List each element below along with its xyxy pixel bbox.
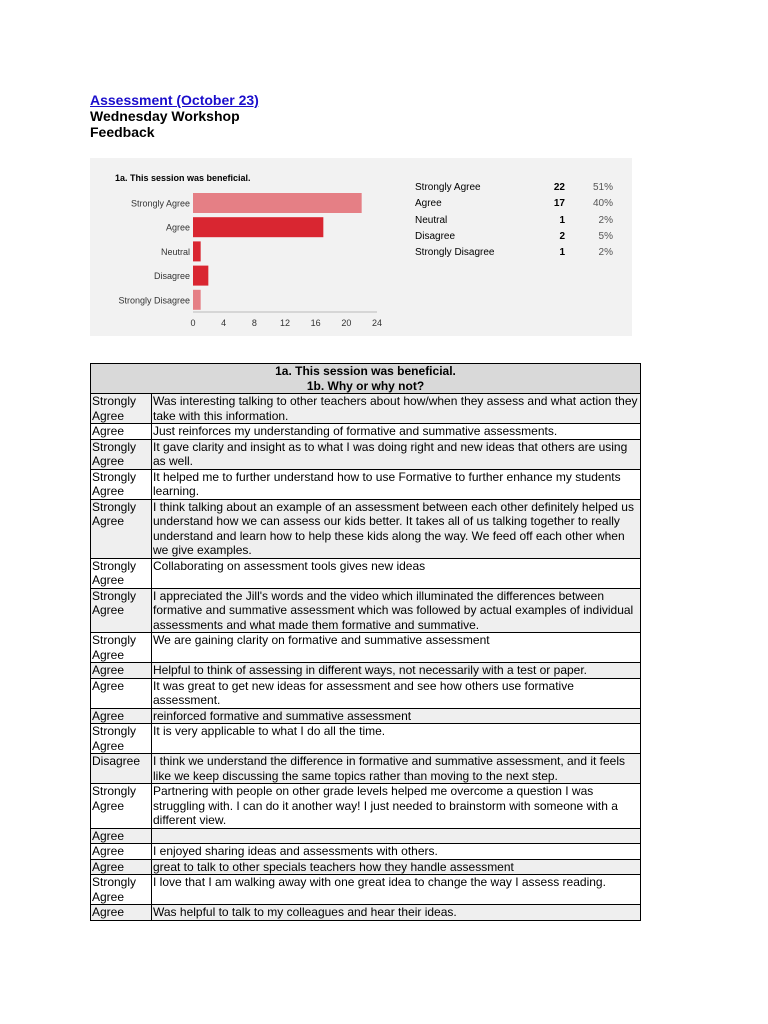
table-row — [91, 905, 641, 921]
stat-percent: 5% — [598, 230, 613, 242]
x-tick-label: 4 — [221, 318, 227, 328]
comment-cell: I love that I am walking away with one great idea to change the way I assess reading. — [152, 875, 641, 905]
comment-cell — [152, 828, 641, 844]
table-row — [91, 859, 641, 875]
rating-cell: Agree — [91, 708, 152, 724]
stat-count: 1 — [559, 247, 565, 259]
stat-row — [415, 198, 615, 214]
table-header-line-1: 1a. This session was beneficial. — [275, 364, 456, 378]
stat-percent: 40% — [592, 198, 613, 210]
title-line-2: Feedback — [90, 124, 155, 140]
table-row — [91, 844, 641, 860]
comment-cell: Collaborating on assessment tools gives new ideas — [152, 558, 641, 588]
rating-cell: Agree — [91, 828, 152, 844]
table-row — [91, 708, 641, 724]
rating-cell: Strongly Agree — [91, 633, 152, 663]
comment-cell: I think we understand the difference in formative and summative assessment, and it feels like we keep discussing the same topics rather than moving to the next step. — [152, 754, 641, 784]
assessment-link[interactable]: Assessment (October 23) — [90, 92, 259, 108]
rating-cell: Strongly Agree — [91, 724, 152, 754]
comment-cell: great to talk to other specials teachers how they handle assessment — [152, 859, 641, 875]
comment-cell: Was helpful to talk to my colleagues and hear their ideas. — [152, 905, 641, 921]
results-chart — [90, 158, 632, 336]
rating-cell: Agree — [91, 844, 152, 860]
stat-percent: 51% — [592, 182, 613, 193]
comment-cell: Just reinforces my understanding of formative and summative assessments. — [152, 424, 641, 440]
comment-cell: We are gaining clarity on formative and summative assessment — [152, 633, 641, 663]
table-header-line-2: 1b. Why or why not? — [306, 378, 425, 393]
table-row — [91, 439, 641, 469]
chart-title: 1a. This session was beneficial. — [115, 173, 251, 183]
category-label: Strongly Disagree — [118, 295, 190, 306]
title-line-1: Wednesday Workshop — [90, 108, 240, 124]
bar-strongly-disagree — [193, 290, 201, 310]
table-row — [91, 424, 641, 440]
stat-label: Agree — [415, 198, 442, 210]
comment-cell: I enjoyed sharing ideas and assessments with others. — [152, 844, 641, 860]
category-label: Agree — [165, 222, 190, 233]
stat-count: 17 — [553, 198, 565, 210]
table-row — [91, 558, 641, 588]
comment-cell: Helpful to think of assessing in different ways, not necessarily with a test or paper. — [152, 663, 641, 679]
comment-cell: I think talking about an example of an assessment between each other definitely helped us understand how we can assess our kids better. It takes all of us talking together to really understand and learn how to help these kids along the way. We feed off each other when we give examples. — [152, 499, 641, 558]
category-label: Neutral — [160, 246, 190, 257]
bar-agree — [193, 217, 323, 237]
table-row — [91, 663, 641, 679]
stat-label: Disagree — [415, 230, 456, 242]
feedback-table — [90, 363, 641, 921]
x-tick-label: 8 — [251, 318, 257, 328]
rating-cell: Strongly Agree — [91, 784, 152, 829]
stat-label: Neutral — [415, 214, 448, 226]
rating-cell: Disagree — [91, 754, 152, 784]
comment-cell: reinforced formative and summative assessment — [152, 708, 641, 724]
stat-label: Strongly Disagree — [415, 247, 495, 259]
page-title — [90, 108, 240, 140]
table-row — [91, 394, 641, 424]
table-row — [91, 678, 641, 708]
rating-cell: Agree — [91, 905, 152, 921]
bar-neutral — [193, 241, 201, 261]
x-tick-label: 12 — [279, 318, 291, 328]
table-row — [91, 499, 641, 558]
bar-chart — [90, 158, 390, 336]
table-row — [91, 588, 641, 633]
table-row — [91, 828, 641, 844]
table-row — [91, 875, 641, 905]
rating-cell: Agree — [91, 663, 152, 679]
x-tick-label: 20 — [341, 318, 352, 328]
stat-label: Strongly Agree — [415, 182, 481, 193]
comment-cell: It gave clarity and insight as to what I was doing right and new ideas that others are using as well. — [152, 439, 641, 469]
stat-row — [415, 247, 615, 263]
comment-cell: I appreciated the Jill's words and the video which illuminated the differences between formative and summative assessment which was followed by actual examples of individual assessments and what made them formative and summative. — [152, 588, 641, 633]
comment-cell: It helped me to further understand how to use Formative to further enhance my students learning. — [152, 469, 641, 499]
rating-cell: Agree — [91, 678, 152, 708]
stat-row — [415, 182, 615, 198]
table-row — [91, 784, 641, 829]
rating-cell: Strongly Agree — [91, 439, 152, 469]
rating-cell: Strongly Agree — [91, 588, 152, 633]
stat-count: 1 — [559, 214, 565, 226]
table-row — [91, 633, 641, 663]
rating-cell: Strongly Agree — [91, 469, 152, 499]
rating-cell: Agree — [91, 859, 152, 875]
table-row — [91, 724, 641, 754]
stat-percent: 2% — [598, 214, 613, 226]
x-tick-label: 24 — [371, 318, 383, 328]
rating-cell: Strongly Agree — [91, 394, 152, 424]
table-header — [91, 364, 641, 394]
comment-cell: Was interesting talking to other teachers about how/when they assess and what action they take with this information. — [152, 394, 641, 424]
rating-cell: Strongly Agree — [91, 558, 152, 588]
category-label: Disagree — [153, 271, 190, 282]
x-tick-label: 16 — [310, 318, 321, 328]
category-label: Strongly Agree — [130, 198, 190, 209]
bar-disagree — [193, 266, 208, 286]
x-tick-label: 0 — [190, 318, 196, 328]
stat-row — [415, 215, 615, 231]
table-row — [91, 754, 641, 784]
bar-strongly-agree — [193, 193, 362, 213]
rating-cell: Strongly Agree — [91, 499, 152, 558]
results-summary — [415, 182, 615, 263]
comment-cell: Partnering with people on other grade levels helped me overcome a question I was struggling with. I can do it another way! I just needed to brainstorm with someone with a different view. — [152, 784, 641, 829]
rating-cell: Strongly Agree — [91, 875, 152, 905]
stat-row — [415, 231, 615, 247]
stat-percent: 2% — [598, 247, 613, 259]
comment-cell: It was great to get new ideas for assessment and see how others use formative assessment. — [152, 678, 641, 708]
rating-cell: Agree — [91, 424, 152, 440]
comment-cell: It is very applicable to what I do all the time. — [152, 724, 641, 754]
table-header-row — [91, 364, 641, 394]
stat-count: 2 — [559, 230, 565, 242]
stat-count: 22 — [553, 182, 565, 193]
table-row — [91, 469, 641, 499]
